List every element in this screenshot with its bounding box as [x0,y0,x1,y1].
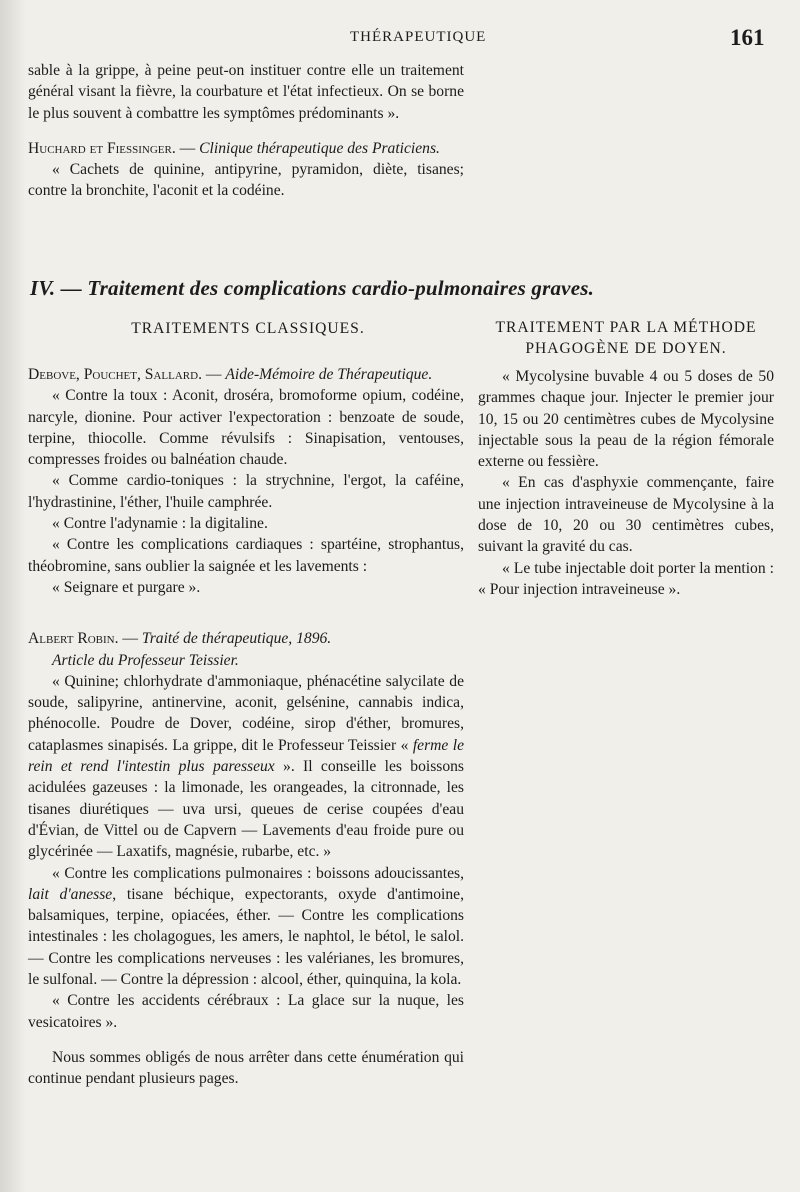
doyen-paragraph-2: « En cas d'asphyxie commençante, faire une injection intraveineuse de Mycolysine à la dose de 10, 20 ou 30 centimètres cubes, suivant la gravité du cas. [478,474,774,556]
left-subheading: TRAITEMENTS CLASSIQUES. [131,320,365,337]
robin-title: Traité de thérapeutique, 1896. [141,630,332,648]
robin-author: Albert Robin. [28,630,119,648]
section-heading: IV. — Traitement des complications cardio-pulmonaires graves. [30,276,595,300]
citation-dash: — [175,139,200,157]
debove-citation [28,364,464,385]
robin-p1-start: « Quinine; chlorhydrate d'ammoniaque, phénacétine salycilate de soude, salipyrine, antinervine, aconit, gelsénine, cannabis indica, phénocolle. Poudre de Dover, codéine, sirop d'éther, bromures, cataplasmes sinapisés. La grippe, dit le Professeur Teissier « [28,672,464,754]
running-head [0,27,800,49]
debove-authors: Debove, Pouchet, Sallard. [28,366,202,383]
intro-block [28,60,464,202]
huchard-title: Clinique thérapeutique des Praticiens. [199,139,440,157]
robin-paragraph-2 [28,863,464,991]
citation-dash: — [201,366,226,383]
intro-continuation: sable à la grippe, à peine peut-on instituer contre elle un traitement général visant la fièvre, la courbature et l'état infectieux. On se borne le plus souvent à combattre les symptômes prédominants ». [28,62,464,122]
left-column [28,364,464,1090]
robin-article: Article du Professeur Teissier. [52,651,239,669]
huchard-quote: « Cachets de quinine, antipyrine, pyramidon, diète, tisanes; contre la bronchite, l'aconit et la codéine. [28,161,464,200]
huchard-authors: Huchard et Fiessinger. [28,139,176,157]
debove-paragraph-5: « Seignare et purgare ». [52,578,201,596]
running-title: THÉRAPEUTIQUE [350,29,487,45]
right-column [478,317,774,600]
closing-paragraph: Nous sommes obligés de nous arrêter dans cette énumération qui continue pendant plusieurs pages. [28,1048,464,1088]
binding-shadow [0,0,26,1192]
page-number: 161 [730,25,765,50]
right-subheading: TRAITEMENT PAR LA MÉTHODE PHAGOGÈNE DE DOYEN. [495,319,757,357]
debove-paragraph-3: « Contre l'adynamie : la digitaline. [52,515,268,533]
debove-paragraph-1: « Contre la toux : Aconit, droséra, bromoforme opium, codéine, narcyle, dionine. Pour activer l'expectoration : benzoate de soude, terpine, thiocolle. Comme révulsifs : Sinapisation, ventouses, compresses froides ou balnéation chaude. [28,387,464,469]
doyen-paragraph-1: « Mycolysine buvable 4 ou 5 doses de 50 grammes chaque jour. Injecter le premier jour 10, 15 ou 20 centimètres cubes de Mycolysine injectable sous la peau de la région fémorale externe ou fessière. [478,368,774,471]
robin-citation [28,628,464,649]
robin-p2-start: « Contre les complications pulmonaires : boissons adoucissantes, [52,864,464,882]
huchard-citation [28,138,464,159]
citation-dash: — [118,630,142,648]
doyen-paragraph-3: « Le tube injectable doit porter la mention : « Pour injection intraveineuse ». [478,559,774,598]
robin-paragraph-1 [28,671,464,863]
robin-p1-end: ». Il conseille les boissons acidulées gazeuses : la limonade, les orangeades, la citronnade, les tisanes diurétiques — uva ursi, queues de cerise coupées d'eau d'Évian, de Vittel ou de Capvern — Lavements d'eau froide pure ou glycérinée — Laxatifs, magnésie, rubarbe, etc. » [28,758,464,861]
robin-paragraph-3: « Contre les accidents cérébraux : La glace sur la nuque, les vesicatoires ». [28,992,464,1031]
robin-p1-italic: ferme le rein et rend l'intestin plus paresseux [28,736,464,776]
debove-title: Aide-Mémoire de Thérapeutique. [225,366,433,383]
robin-article-line [28,650,464,671]
debove-paragraph-4: « Contre les complications cardiaques : spartéine, strophantus, théobromine, sans oublier la saignée et les lavements : [28,536,464,575]
robin-p2-italic: lait d'anesse [28,885,113,903]
debove-paragraph-2: « Comme cardio-toniques : la strychnine, l'ergot, la caféine, l'hydrastinine, l'éther, l'huile camphrée. [28,472,464,511]
robin-p2-end: , tisane béchique, expectorants, oxyde d'antimoine, balsamiques, terpine, opiacées, éther. — Contre les complications intestinales : les cholagogues, les amers, le naphtol, le bétol, le salol. — Contre les complications nerveuses : les valérianes, les bromures, le sulfonal. — Contre la dépression : alcool, éther, quinquina, la kola. [28,885,464,989]
